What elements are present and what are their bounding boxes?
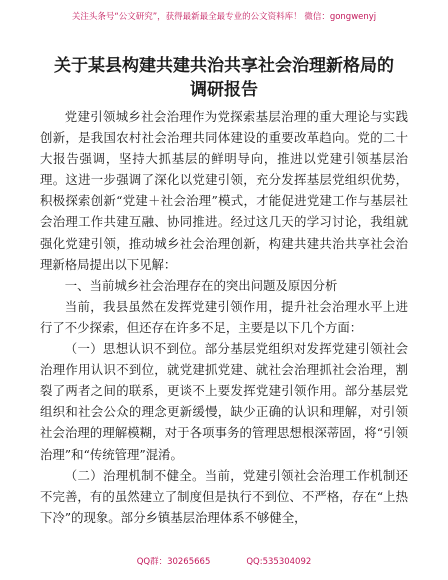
section-heading-1: 一、当前城乡社会治理存在的突出问题及原因分析	[64, 277, 338, 293]
footer-contact	[0, 555, 448, 567]
header-promo-note: 关注头条号“公文研究”，获得最新最全最专业的公文资料库！ 微信：gongwenyj	[71, 12, 377, 22]
paragraph-point-1: （一）思想认识不到位。部分基层党组织对发挥党建引领社会治理作用认识不到位，就党建抓党建、就社会治理抓社会治理，割裂了两者之间的联系，更谈不上要发挥党建引领作用。部分基层党组织和社会公众的理念更新缓慢，缺少正确的认识和理解，对引领社会治理的理解模糊，对于各项事务的管理思想根深蒂固，将“引领治理”和“传统管理”混淆。	[40, 341, 408, 462]
document-title	[40, 54, 408, 102]
footer-qq-group: QQ群：30265665	[136, 557, 211, 567]
footer-qq: QQ:535304092	[246, 557, 312, 567]
title-line-1: 关于某县构建共建共治共享社会治理新格局的	[54, 56, 394, 76]
document-body	[40, 106, 408, 528]
paragraph-overview: 当前，我县虽然在发挥党建引领作用，提升社会治理水平上进行了不少探索，但还存在许多不足，主要是以下几个方面：	[40, 298, 408, 335]
paragraph-point-2: （二）治理机制不健全。当前，党建引领社会治理工作机制还不完善，有的虽然建立了制度但是执行不到位、不严格，存在“上热下冷”的现象。部分乡镇基层治理体系不够健全，	[40, 467, 408, 525]
paragraph-intro: 党建引领城乡社会治理作为党探索基层治理的重大理论与实践创新，是我国农村社会治理共同体建设的重要改革趋向。党的二十大报告强调，坚持大抓基层的鲜明导向，推进以党建引领基层治理。这进一步强调了深化以党建引领，充分发挥基层党组织优势，积极探索创新“党建＋社会治理”模式，才能促进党建工作与基层社会治理工作共建互融、协同推进。经过这几天的学习讨论，我组就强化党建引领，推动城乡社会治理创新，构建共建共治共享社会治理新格局提出以下见解：	[40, 109, 408, 272]
title-line-2: 调研报告	[190, 80, 258, 100]
